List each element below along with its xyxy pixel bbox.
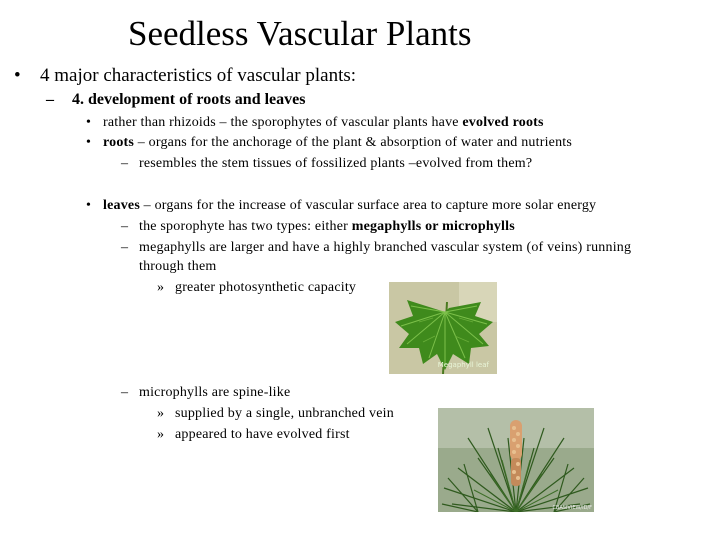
slide-title: Seedless Vascular Plants <box>128 14 472 53</box>
leaves-line-3b: through them <box>139 259 217 274</box>
leaves-line-3a: megaphylls are larger and have a highly branched vascular system (of veins) running <box>139 240 632 255</box>
microphyll-pine-image <box>438 408 594 512</box>
roots-line-1: rather than rhizoids – the sporophytes of vascular plants have evolved roots <box>103 115 544 130</box>
level2-dash: – <box>46 91 54 108</box>
roots-line-3: resembles the stem tissues of fossilized plants –evolved from them? <box>139 156 533 171</box>
leaves-subbullet-6: » <box>157 406 165 421</box>
leaves-line-5: microphylls are spine-like <box>139 385 291 400</box>
leaves-bullet-1: • <box>86 198 92 213</box>
roots-bullet-2: • <box>86 135 92 150</box>
level1-text: 4 major characteristics of vascular plants: <box>40 65 357 86</box>
leaves-line-1: leaves – organs for the increase of vascular surface area to capture more solar energy <box>103 198 597 213</box>
leaves-line-4: greater photosynthetic capacity <box>175 280 357 295</box>
leaves-line-7: appeared to have evolved first <box>175 427 350 442</box>
roots-dash-3: – <box>121 156 129 171</box>
leaves-dash-5: – <box>121 385 129 400</box>
megaphyll-caption: Megaphyll leaf <box>437 361 489 369</box>
level2-heading: 4. development of roots and leaves <box>72 91 306 108</box>
roots-line-2: roots – organs for the anchorage of the plant & absorption of water and nutrients <box>103 135 573 150</box>
megaphyll-leaf-image <box>389 282 497 374</box>
leaves-subbullet-7: » <box>157 427 165 442</box>
microphyll-credit: CBASIVIEW/ID/F <box>552 505 592 511</box>
leaves-line-6: supplied by a single, unbranched vein <box>175 406 394 421</box>
leaves-line-2: the sporophyte has two types: either megaphylls or microphylls <box>139 219 515 234</box>
leaves-dash-2: – <box>121 219 129 234</box>
leaves-subbullet-4: » <box>157 280 165 295</box>
level1-bullet: • <box>14 65 21 86</box>
leaves-dash-3: – <box>121 240 129 255</box>
roots-bullet-1: • <box>86 115 92 130</box>
